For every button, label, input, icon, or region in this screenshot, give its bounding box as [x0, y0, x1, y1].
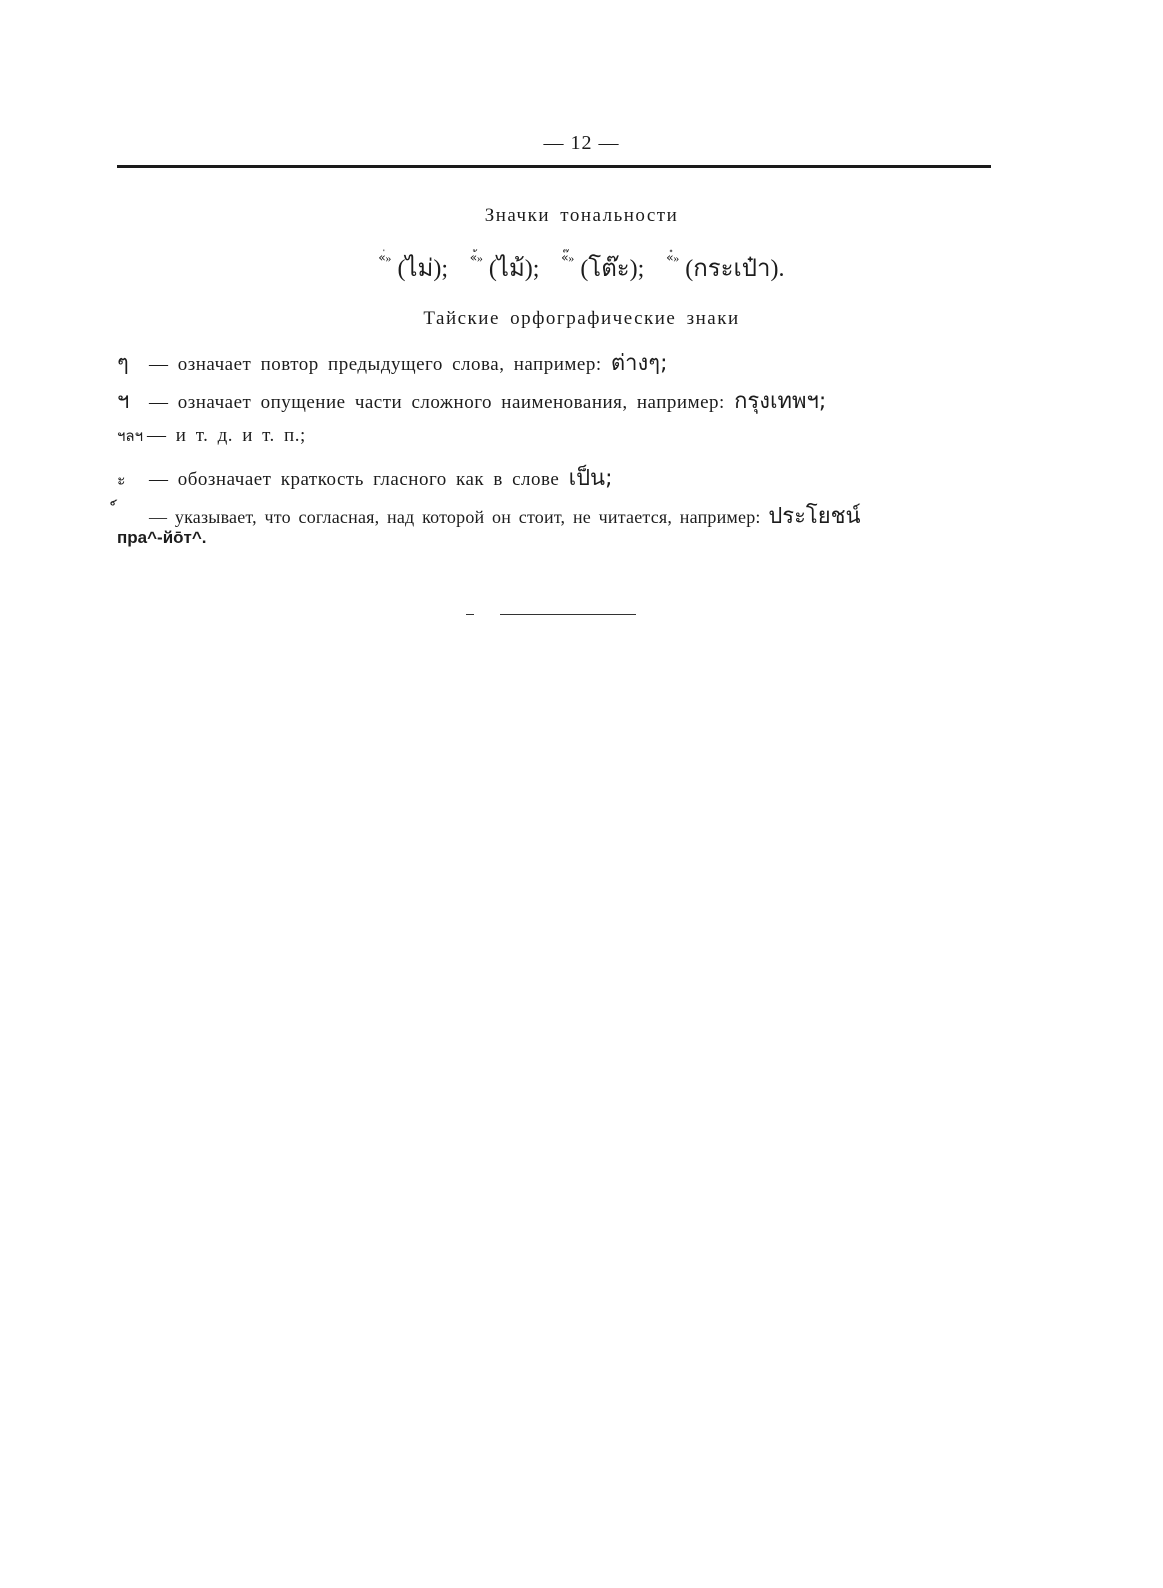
tone-mark-3: «๊» [561, 251, 575, 265]
section-title-orthographic-signs: Тайские орфографические знаки [423, 308, 740, 329]
sign-description: — означает опущение части сложного наименования, например: [149, 392, 735, 413]
page-number: — 12 — [543, 132, 620, 154]
sign-description: — указывает, что согласная, над которой он стоит, не читается, например: [149, 507, 769, 527]
sign-example: กรุงเทพฯ; [734, 389, 827, 414]
header-rule [117, 165, 991, 168]
sign-description: — обозначает краткость гласного как в слове [149, 469, 569, 490]
sign-symbol: ฯ [117, 389, 130, 414]
end-divider-long [500, 614, 636, 615]
sign-description: — означает повтор предыдущего слова, например: [149, 354, 611, 375]
sign-example: ประโยชน์ [768, 504, 861, 529]
sign-symbol: ๆ [117, 351, 129, 376]
tone-name-4: (กระเป๋า). [685, 256, 785, 282]
tone-name-3: (โต๊ะ); [580, 256, 645, 282]
sign-line-short-vowel [117, 460, 997, 495]
sign-example: เป็น; [568, 466, 613, 491]
tone-mark-4: «๋» [666, 251, 680, 265]
sign-line-abbreviation [117, 383, 997, 418]
sign-description: — и т. д. и т. п.; [147, 425, 306, 446]
tone-name-2: (ไม้); [488, 256, 540, 282]
tone-mark-1: «่» [378, 251, 392, 265]
sign-symbol: ฯลฯ [117, 427, 144, 445]
end-divider-short [466, 614, 474, 615]
sign-line-repeat [117, 345, 997, 380]
section-title-tone-marks: Значки тональности [484, 205, 679, 226]
sign-symbol: ะ [117, 470, 126, 489]
tone-name-1: (ไม่); [397, 256, 448, 282]
tone-mark-2: «้» [469, 251, 483, 265]
transliteration: пра^-йōт^. [117, 528, 207, 547]
sign-example: ต่างๆ; [610, 351, 668, 376]
tone-marks-line [0, 248, 1163, 287]
sign-line-etcetera [117, 424, 997, 448]
